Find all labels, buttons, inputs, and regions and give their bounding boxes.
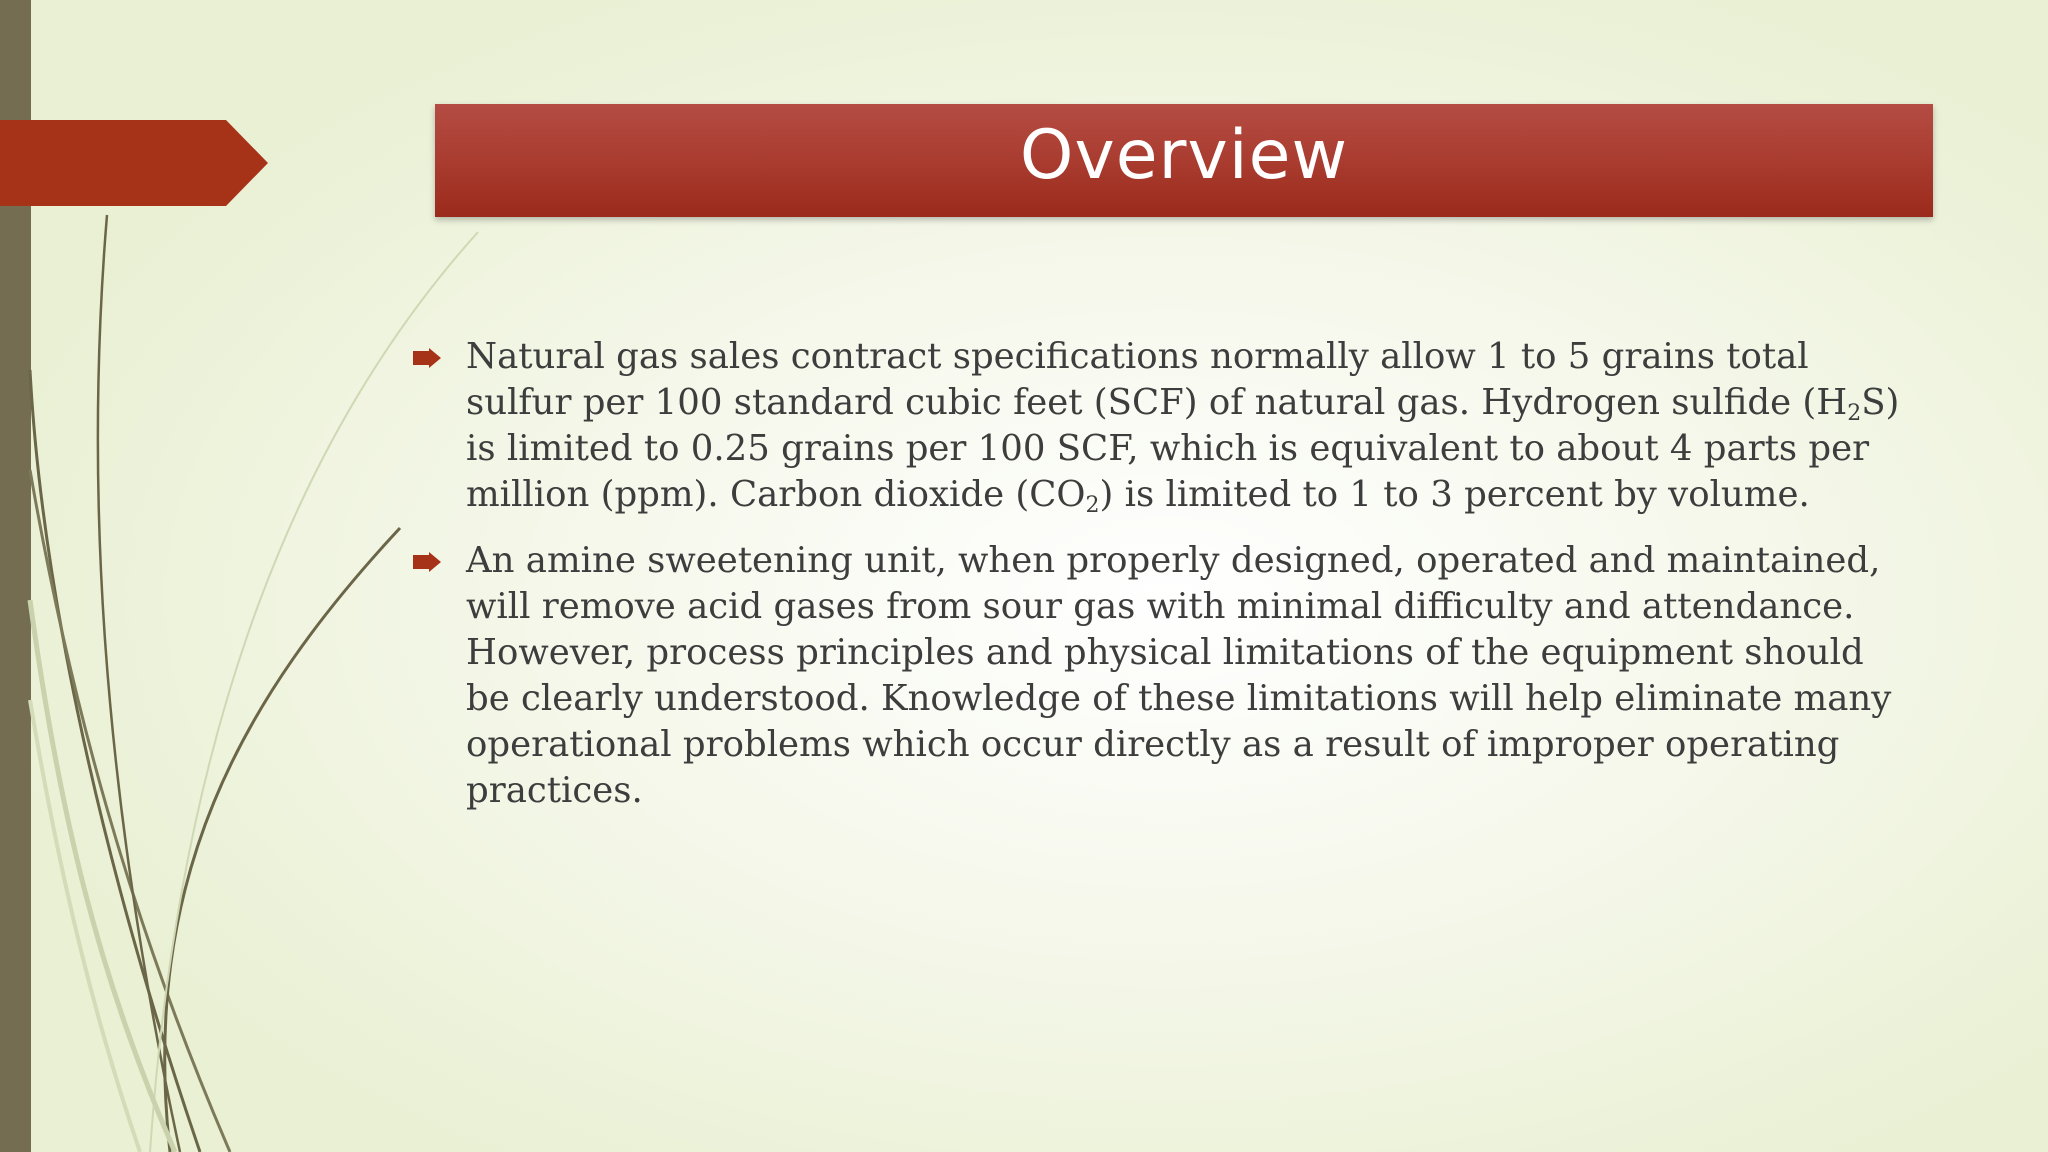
slide-title: Overview — [1019, 116, 1349, 195]
bullet-text: An amine sweetening unit, when properly designed, operated and maintained, will remove acid gases from sour gas with minimal difficulty and attendance. However, process principles and physical limitations of the equipment should be clearly understood. Knowledge of these limitations will help eliminate many operational problems which occur directly as a result of improper operating practices. — [466, 540, 1892, 811]
arrow-bullet-icon — [413, 348, 441, 368]
title-banner — [435, 104, 1933, 217]
bullet-item — [408, 538, 1908, 814]
arrow-bullet-icon — [413, 552, 441, 572]
accent-arrow-tab — [0, 120, 268, 206]
bullet-text: Natural gas sales contract specifications normally allow 1 to 5 grains total sulfur per 100 standard cubic feet (SCF) of natural gas. Hydrogen sulfide $(H_2S)$ is limited to 0.25 grains per 100 SCF, which is equivalent to about 4 parts per million (ppm). Carbon dioxide $(CO_2)$ is limited to 1 to 3 percent by volume. — [466, 336, 1900, 518]
bullet-item — [408, 334, 1908, 518]
bullet-list — [408, 334, 1908, 834]
